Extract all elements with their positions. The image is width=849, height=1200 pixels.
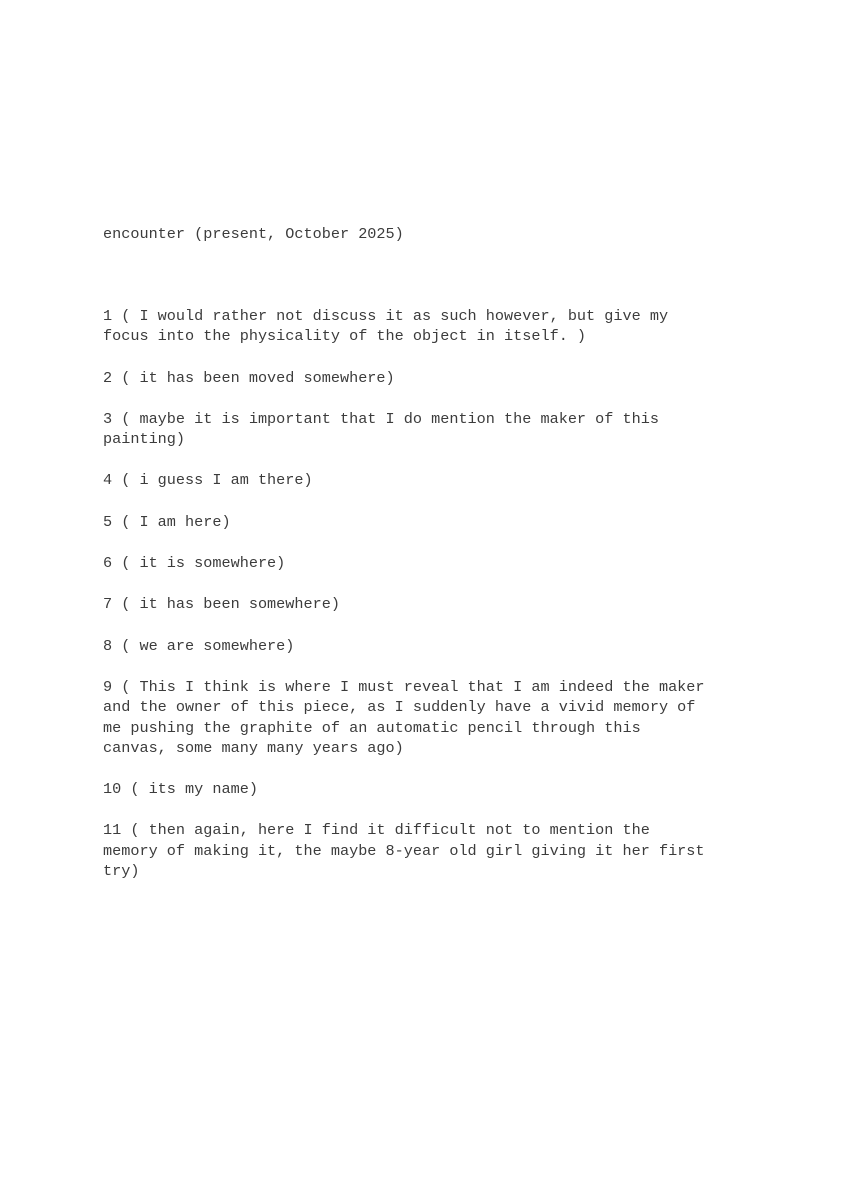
text-line: 11 ( then again, here I find it difficult not to mention the — [103, 821, 650, 840]
list-item — [103, 409, 763, 450]
text-line: 5 ( I am here) — [103, 512, 231, 531]
text-line: 10 ( its my name) — [103, 780, 258, 799]
list-item — [103, 779, 763, 799]
text-line: try) — [103, 862, 140, 881]
list-item — [103, 594, 763, 614]
text-line: 9 ( This I think is where I must reveal that I am indeed the maker — [103, 677, 705, 696]
text-line: 6 ( it is somewhere) — [103, 554, 286, 573]
text-line: 8 ( we are somewhere) — [103, 636, 295, 655]
document-title: encounter (present, October 2025) — [103, 225, 404, 243]
list-item — [103, 820, 763, 881]
text-line: focus into the physicality of the object in itself. ) — [103, 327, 587, 346]
text-line: 3 ( maybe it is important that I do mention the maker of this — [103, 409, 659, 428]
text-line: 7 ( it has been somewhere) — [103, 595, 340, 614]
list-item — [103, 470, 763, 490]
list-item — [103, 512, 763, 532]
text-line: and the owner of this piece, as I suddenly have a vivid memory of — [103, 698, 696, 717]
text-line: memory of making it, the maybe 8-year old girl giving it her first — [103, 841, 705, 860]
text-line: canvas, some many many years ago) — [103, 738, 404, 757]
list-item — [103, 636, 763, 656]
list-item — [103, 553, 763, 573]
text-line: 2 ( it has been moved somewhere) — [103, 368, 395, 387]
text-line: 4 ( i guess I am there) — [103, 471, 313, 490]
text-line: painting) — [103, 430, 186, 449]
text-line: 1 ( I would rather not discuss it as such however, but give my — [103, 307, 669, 325]
numbered-list — [103, 306, 763, 902]
list-item — [103, 368, 763, 388]
list-item — [103, 306, 763, 347]
text-line: me pushing the graphite of an automatic pencil through this — [103, 718, 641, 737]
list-item — [103, 677, 763, 758]
